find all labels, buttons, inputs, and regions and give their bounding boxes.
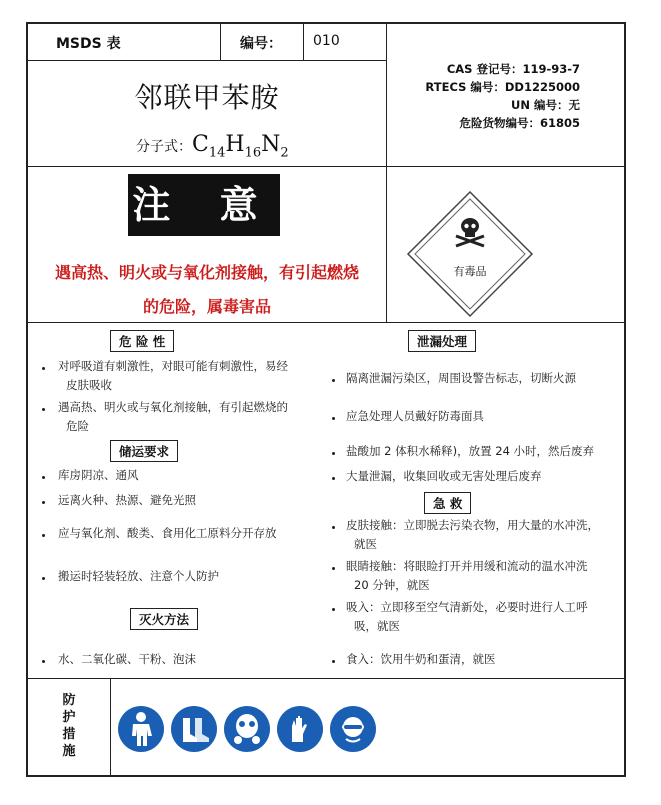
list-item: 远离火种、热源、避免光照 bbox=[58, 493, 196, 507]
dangerous-goods-number: 危险货物编号：61805 bbox=[459, 116, 580, 130]
section-title-leak: 泄漏处理 bbox=[408, 330, 476, 352]
rtecs-number: RTECS 编号：DD1225000 bbox=[425, 80, 580, 94]
cas-number: CAS 登记号：119-93-7 bbox=[446, 62, 580, 76]
divider bbox=[110, 678, 111, 777]
list-item bbox=[58, 398, 288, 436]
safety-boots-icon bbox=[171, 706, 217, 752]
bullet-icon bbox=[42, 577, 45, 580]
formula-element: H bbox=[225, 132, 245, 157]
list-item bbox=[346, 516, 599, 554]
bullet-icon bbox=[332, 379, 335, 382]
bullet-icon bbox=[332, 608, 335, 611]
notice-banner: 注 意 bbox=[128, 174, 280, 236]
list-item: 盐酸加 2 体积水稀释)，放置 24 小时，然后废弃 bbox=[346, 444, 595, 458]
list-item: 大量泄漏，收集回收或无害处理后废弃 bbox=[346, 469, 542, 483]
face-shield-icon bbox=[330, 706, 376, 752]
list-item: 搬运时轻装轻放、注意个人防护 bbox=[58, 569, 219, 583]
bullet-icon bbox=[332, 477, 335, 480]
divider bbox=[386, 24, 387, 322]
list-item bbox=[346, 557, 588, 595]
un-number: UN 编号：无 bbox=[511, 98, 580, 112]
item-line: 吸入：立即移至空气清新处，必要时进行人工呼 bbox=[346, 600, 588, 614]
warning-line: 的危险，属毒害品 bbox=[142, 297, 271, 316]
label-char: 护 bbox=[62, 710, 76, 725]
toxic-diamond-icon bbox=[406, 190, 534, 318]
bullet-icon bbox=[42, 367, 45, 370]
section-title-first-aid: 急 救 bbox=[424, 492, 471, 514]
number-label: 编号： bbox=[240, 36, 282, 52]
formula-subscript: 14 bbox=[208, 145, 226, 161]
bullet-icon bbox=[42, 660, 45, 663]
sheet-label: MSDS 表 bbox=[56, 36, 121, 52]
bullet-icon bbox=[42, 408, 45, 411]
section-title-fire: 灭火方法 bbox=[130, 608, 198, 630]
list-item bbox=[346, 598, 588, 636]
list-item: 库房阴凉、通风 bbox=[58, 468, 139, 482]
bullet-icon bbox=[332, 567, 335, 570]
list-item: 隔离泄漏污染区，周围设警告标志，切断火源 bbox=[346, 371, 576, 385]
list-item bbox=[58, 357, 288, 395]
section-title-hazard: 危 险 性 bbox=[110, 330, 174, 352]
protective-gloves-icon bbox=[277, 706, 323, 752]
formula-element: C bbox=[192, 132, 209, 157]
registry-info bbox=[390, 60, 580, 132]
divider bbox=[220, 24, 221, 60]
item-line: 遇高热、明火或与氧化剂接触，有引起燃烧的 bbox=[58, 400, 288, 414]
msds-sheet bbox=[26, 22, 626, 777]
formula bbox=[136, 132, 289, 160]
divider bbox=[28, 60, 386, 61]
bullet-icon bbox=[42, 476, 45, 479]
toxic-label-text: 有毒品 bbox=[453, 265, 487, 278]
protection-label bbox=[28, 692, 110, 760]
chemical-name: 邻联甲苯胺 bbox=[134, 81, 280, 114]
bullet-icon bbox=[42, 501, 45, 504]
item-line: 就医 bbox=[354, 537, 377, 551]
item-line: 眼睛接触：将眼睑打开并用缓和流动的温水冲洗 bbox=[346, 559, 588, 573]
formula-subscript: 2 bbox=[280, 145, 289, 161]
bullet-icon bbox=[332, 526, 335, 529]
divider bbox=[303, 24, 304, 60]
list-item: 应急处理人员戴好防毒面具 bbox=[346, 409, 484, 423]
formula-label: 分子式： bbox=[136, 139, 192, 155]
bullet-icon bbox=[332, 452, 335, 455]
gas-mask-icon bbox=[224, 706, 270, 752]
list-item: 水、二氧化碳、干粉、泡沫 bbox=[58, 652, 196, 666]
number-value: 010 bbox=[313, 33, 340, 49]
label-char: 措 bbox=[62, 727, 76, 742]
divider bbox=[28, 166, 626, 167]
divider bbox=[28, 678, 626, 679]
formula-subscript: 16 bbox=[244, 145, 262, 161]
bullet-icon bbox=[332, 660, 335, 663]
item-line: 皮肤吸收 bbox=[66, 378, 112, 392]
bullet-icon bbox=[332, 417, 335, 420]
section-title-storage: 储运要求 bbox=[110, 440, 178, 462]
list-item: 食入：饮用牛奶和蛋清，就医 bbox=[346, 652, 496, 666]
list-item: 应与氧化剂、酸类、食用化工原料分开存放 bbox=[58, 526, 277, 540]
item-line: 对呼吸道有刺激性，对眼可能有刺激性，易经 bbox=[58, 359, 288, 373]
bullet-icon bbox=[42, 534, 45, 537]
label-char: 施 bbox=[62, 744, 76, 759]
warning-text bbox=[28, 256, 386, 324]
protective-suit-icon bbox=[118, 706, 164, 752]
label-char: 防 bbox=[62, 693, 76, 708]
warning-line: 遇高热、明火或与氧化剂接触，有引起燃烧 bbox=[54, 263, 359, 282]
item-line: 危险 bbox=[66, 419, 89, 433]
item-line: 20 分钟，就医 bbox=[354, 578, 430, 592]
item-line: 皮肤接触：立即脱去污染衣物，用大量的水冲洗， bbox=[346, 518, 599, 532]
toxic-hazard-label bbox=[406, 190, 534, 318]
item-line: 吸，就医 bbox=[354, 619, 400, 633]
formula-element: N bbox=[261, 132, 281, 157]
